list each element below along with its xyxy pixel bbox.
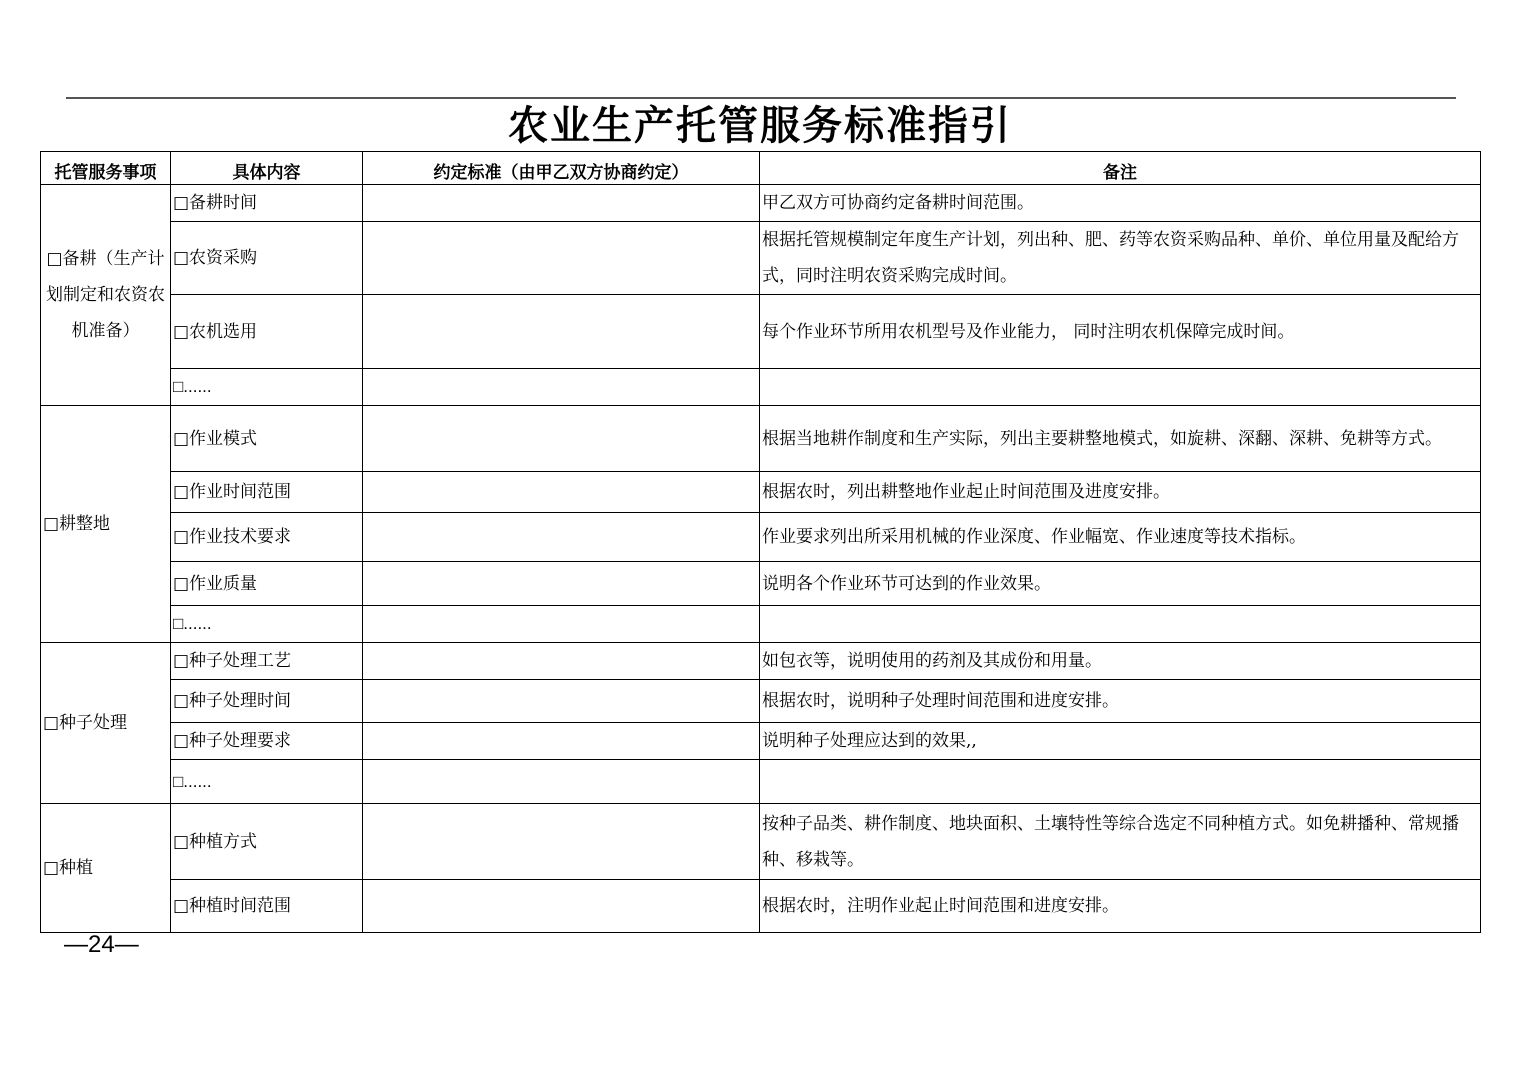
content-cell: □种植方式 bbox=[171, 804, 363, 880]
content-cell: □...... bbox=[171, 369, 363, 406]
standard-cell[interactable] bbox=[363, 643, 760, 680]
content-cell: □农资采购 bbox=[171, 222, 363, 295]
note-cell: 根据托管规模制定年度生产计划，列出种、肥、药等农资采购品种、单价、单位用量及配给方式，同时注明农资采购完成时间。 bbox=[760, 222, 1481, 295]
note-cell: 说明种子处理应达到的效果,, bbox=[760, 723, 1481, 760]
page-number: —24— bbox=[64, 931, 139, 958]
standard-cell[interactable] bbox=[363, 562, 760, 606]
content-cell: □...... bbox=[171, 606, 363, 643]
content-cell: □种子处理要求 bbox=[171, 723, 363, 760]
standard-cell[interactable] bbox=[363, 680, 760, 723]
standard-cell[interactable] bbox=[363, 185, 760, 222]
table-row bbox=[41, 295, 1481, 369]
standard-cell[interactable] bbox=[363, 222, 760, 295]
header-service-item: 托管服务事项 bbox=[41, 152, 171, 185]
table-row bbox=[41, 513, 1481, 562]
service-standard-table bbox=[40, 151, 1481, 933]
header-note: 备注 bbox=[760, 152, 1481, 185]
document-title: 农业生产托管服务标准指引 bbox=[508, 102, 1012, 149]
section-cell-seed-treatment: □种子处理 bbox=[41, 643, 171, 804]
standard-cell[interactable] bbox=[363, 513, 760, 562]
note-cell bbox=[760, 606, 1481, 643]
content-cell: □备耕时间 bbox=[171, 185, 363, 222]
standard-cell[interactable] bbox=[363, 760, 760, 804]
header-content: 具体内容 bbox=[171, 152, 363, 185]
note-cell bbox=[760, 760, 1481, 804]
table-row bbox=[41, 880, 1481, 933]
note-cell: 根据农时，列出耕整地作业起止时间范围及进度安排。 bbox=[760, 472, 1481, 513]
content-cell: □种子处理时间 bbox=[171, 680, 363, 723]
standard-cell[interactable] bbox=[363, 295, 760, 369]
table-row bbox=[41, 406, 1481, 472]
table-row bbox=[41, 760, 1481, 804]
note-cell: 说明各个作业环节可达到的作业效果。 bbox=[760, 562, 1481, 606]
note-cell: 甲乙双方可协商约定备耕时间范围。 bbox=[760, 185, 1481, 222]
section-cell-tillage: □耕整地 bbox=[41, 406, 171, 643]
note-cell: 按种子品类、耕作制度、地块面积、土壤特性等综合选定不同种植方式。如免耕播种、常规播种、移栽等。 bbox=[760, 804, 1481, 880]
content-cell: □农机选用 bbox=[171, 295, 363, 369]
table-row bbox=[41, 606, 1481, 643]
table-row bbox=[41, 472, 1481, 513]
standard-cell[interactable] bbox=[363, 606, 760, 643]
content-cell: □种子处理工艺 bbox=[171, 643, 363, 680]
note-cell: 根据农时，说明种子处理时间范围和进度安排。 bbox=[760, 680, 1481, 723]
table-row bbox=[41, 562, 1481, 606]
table-row bbox=[41, 369, 1481, 406]
content-cell: □...... bbox=[171, 760, 363, 804]
standard-cell[interactable] bbox=[363, 406, 760, 472]
table-row bbox=[41, 680, 1481, 723]
standard-cell[interactable] bbox=[363, 880, 760, 933]
note-cell: 作业要求列出所采用机械的作业深度、作业幅宽、作业速度等技术指标。 bbox=[760, 513, 1481, 562]
note-cell: 根据农时，注明作业起止时间范围和进度安排。 bbox=[760, 880, 1481, 933]
standard-cell[interactable] bbox=[363, 723, 760, 760]
note-cell: 每个作业环节所用农机型号及作业能力， 同时注明农机保障完成时间。 bbox=[760, 295, 1481, 369]
table-row bbox=[41, 723, 1481, 760]
standard-cell[interactable] bbox=[363, 369, 760, 406]
table-row bbox=[41, 804, 1481, 880]
section-cell-planting: □种植 bbox=[41, 804, 171, 933]
header-rule bbox=[66, 97, 1456, 99]
table-row bbox=[41, 643, 1481, 680]
note-cell: 根据当地耕作制度和生产实际，列出主要耕整地模式，如旋耕、深翻、深耕、免耕等方式。 bbox=[760, 406, 1481, 472]
content-cell: □作业质量 bbox=[171, 562, 363, 606]
standard-cell[interactable] bbox=[363, 472, 760, 513]
note-cell: 如包衣等，说明使用的药剂及其成份和用量。 bbox=[760, 643, 1481, 680]
content-cell: □作业模式 bbox=[171, 406, 363, 472]
content-cell: □作业时间范围 bbox=[171, 472, 363, 513]
content-cell: □作业技术要求 bbox=[171, 513, 363, 562]
table-row bbox=[41, 185, 1481, 222]
standard-cell[interactable] bbox=[363, 804, 760, 880]
table-row bbox=[41, 222, 1481, 295]
table-header-row bbox=[41, 152, 1481, 185]
header-standard: 约定标准（由甲乙双方协商约定） bbox=[363, 152, 760, 185]
content-cell: □种植时间范围 bbox=[171, 880, 363, 933]
note-cell bbox=[760, 369, 1481, 406]
section-cell-preparation: □备耕（生产计划制定和农资农机准备） bbox=[41, 185, 171, 406]
